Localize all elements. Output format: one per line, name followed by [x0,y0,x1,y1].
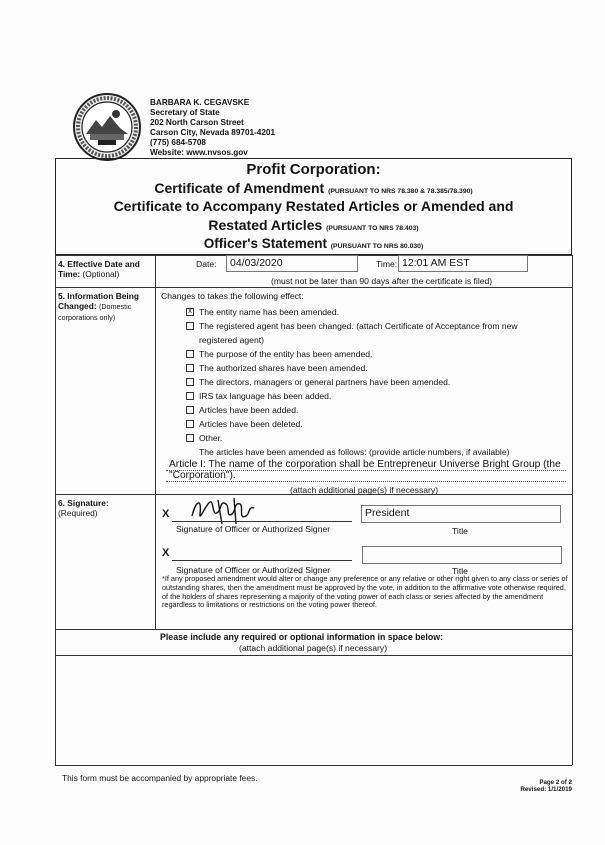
checkbox-checked-icon[interactable] [186,308,194,316]
section4-label-optional: (Optional) [82,269,120,279]
registered-agent-continuation: registered agent) [199,335,264,345]
checkbox-icon[interactable] [186,434,194,442]
title-line2-main: Certificate of Amendment [154,180,325,196]
form-title-box [55,158,572,255]
checkbox-label: Articles have been deleted. [199,419,303,429]
signer-caption-1: Signature of Officer or Authorized Signer [176,524,331,534]
sos-name: BARBARA K. CEGAVSKE [150,98,250,107]
checkbox-irs-tax[interactable] [186,391,331,401]
title-line4-pursuant: (PURSUANT TO NRS 78.403) [326,225,419,232]
section6-label-bold: 6. Signature: [58,498,109,508]
article-amendment-text[interactable]: Article I: The name of the corporation shall be Entrepreneur Universe Bright Group (the "Corporation"). [169,459,561,481]
section5-label-bold: 5. Information Being Changed: [58,291,139,311]
handwritten-signature-icon [188,494,258,528]
fees-notice: This form must be accompanied by appropriate fees. [62,773,258,783]
attach-additional-note: (attach additional page(s) if necessary) [290,485,439,495]
grid-line [55,765,572,766]
grid-line [155,255,156,629]
checkbox-icon[interactable] [186,392,194,400]
checkbox-registered-agent[interactable] [186,321,518,331]
checkbox-label: The directors, managers or general partners have been amended. [199,377,451,387]
checkbox-label: The authorized shares have been amended. [199,363,368,373]
checkbox-label: The entity name has been amended. [199,307,339,317]
dotted-line [166,481,566,482]
checkbox-other[interactable] [186,433,222,443]
title-field-1[interactable]: President [361,505,561,523]
date-label: Date: [196,259,217,269]
checkbox-articles-deleted[interactable] [186,419,303,429]
section4-label [58,259,153,279]
sos-website: Website: www.nvsos.gov [150,148,248,157]
info-section-sub: (attach additional page(s) if necessary) [239,643,388,653]
grid-line [55,287,572,288]
signature-x-mark-2: X [162,547,170,559]
signer-caption-2: Signature of Officer or Authorized Signer [176,565,331,575]
section5-label [58,291,153,323]
page-number: Page 2 of 2 [539,779,572,786]
checkbox-icon[interactable] [186,420,194,428]
title-field-2[interactable] [362,546,562,564]
title-line5-pursuant: (PURSUANT TO NRS 80.030) [330,243,424,250]
checkbox-icon[interactable] [186,350,194,358]
title-caption-1: Title [452,526,468,536]
title-line3: Certificate to Accompany Restated Articles or Amended and [113,198,514,214]
effective-date-field[interactable]: 04/03/2020 [226,255,358,272]
checkbox-purpose[interactable] [186,349,372,359]
checkbox-label: The registered agent has been changed. (attach Certificate of Acceptance from new [199,321,518,331]
checkbox-label: Other. [199,433,223,443]
section6-label-sub: (Required) [58,508,98,518]
title-caption-2: Title [452,566,468,576]
checkbox-icon[interactable] [186,378,194,386]
section4-label-bold: 4. Effective Date and Time: [58,259,140,279]
title-line4-main: Restated Articles [208,217,323,233]
checkbox-icon[interactable] [186,406,194,414]
checkbox-directors[interactable] [186,377,450,387]
revised-date: Revised: 1/1/2019 [520,786,572,793]
signature-line-2[interactable] [172,560,352,561]
additional-info-area[interactable] [57,657,570,763]
checkbox-label: IRS tax language has been added. [199,391,332,401]
secretary-of-state-address [150,98,275,158]
title-line4 [56,217,571,233]
amendment-footnote: *If any proposed amendment would alter or change any preference or any relative or other right given to any class or series of outstanding shares, then the amendment must be approved by the vote, in addition to the affirmative vote otherwise required, of the holders of shares representing a majority of the voting power of each class or series affected by the amendment regardless to limitations or restrictions on the voting power thereof. [162,574,568,610]
changes-intro: Changes to takes the following effect: [161,291,304,301]
grid-line [55,629,572,630]
checkbox-icon[interactable] [186,322,194,330]
checkbox-icon[interactable] [186,364,194,372]
articles-amended-intro: The articles have been amended as follows: (provide article numbers, if available) [199,447,510,457]
grid-line [572,255,573,765]
checkbox-entity-name[interactable] [186,307,339,317]
page-info [512,779,572,793]
sos-street: 202 North Carson Street [150,118,244,127]
effective-time-field[interactable]: 12:01 AM EST [398,255,528,272]
info-section-heading: Please include any required or optional information in space below: [160,632,444,642]
title-line5-main: Officer's Statement [203,236,328,251]
section5-label-sub: (Domestic corporations only) [58,302,132,322]
grid-line [55,655,572,656]
sos-office: Secretary of State [150,108,220,117]
checkbox-label: Articles have been added. [199,405,299,415]
sos-phone: (775) 684-5708 [150,138,206,147]
dotted-line [166,470,566,471]
section6-label [58,498,153,518]
checkbox-authorized-shares[interactable] [186,363,368,373]
grid-line [55,255,56,765]
sos-city: Carson City, Nevada 89701-4201 [150,128,276,137]
title-line2-pursuant: (PURSUANT TO NRS 78.380 & 78.385/78.390) [328,188,473,195]
title-profit-corporation: Profit Corporation: [246,161,381,178]
title-officers-statement [56,236,571,251]
checkbox-articles-added[interactable] [186,405,298,415]
checkbox-label: The purpose of the entity has been amended. [199,349,373,359]
signature-x-mark: X [162,508,170,520]
time-label: Time: [376,259,398,269]
date-limit-note: (must not be later than 90 days after the certificate is filed) [271,276,493,286]
signature-line-1 [172,521,352,522]
state-seal-icon [72,92,142,162]
title-certificate-of-amendment [56,180,571,196]
